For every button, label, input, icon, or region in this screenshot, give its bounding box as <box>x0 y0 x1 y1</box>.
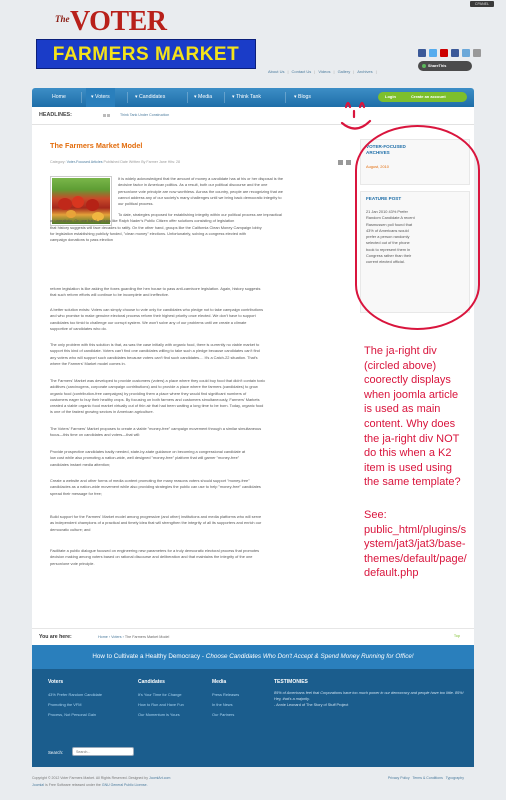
text-line: candidates too timid to challenge our corrupt system. We won't solve any of our problems until we create a climate <box>50 319 247 325</box>
text-line: our political process. <box>118 201 154 207</box>
breadcrumb-separator-icon: › <box>108 635 112 639</box>
text-line: for legislation establishing publicly funded, "clean money" elections. Unfortunately, solving a congress elected with <box>50 230 247 236</box>
top-link-archives[interactable]: Archives <box>357 69 373 74</box>
article-paragraph-5 <box>50 342 370 367</box>
search-label: Search: <box>48 750 64 755</box>
text-line: It is widely acknowledged that the amount of money a candidate has at his or her disposal is the <box>118 176 284 181</box>
separator: | <box>314 69 316 74</box>
text-line: The Farmers' Market was developed to provide customers (voters) a place where they could buy food that didn't contain toxic <box>50 378 266 383</box>
testimony-author: - Annie Leonard of The Story of Stuff Project <box>274 703 349 707</box>
footer-media <box>212 679 239 720</box>
annotation-line: default.php <box>364 567 419 580</box>
article-paragraph-9 <box>50 478 370 497</box>
footer-link[interactable]: Process, Not Personal Gain <box>48 712 97 717</box>
nav-voters-label: Voters <box>95 94 110 100</box>
banner-text: How to Cultivate a Healthy Democracy - <box>92 653 206 660</box>
footer-testimonies <box>274 679 464 708</box>
joomlart-link[interactable]: JoomlArt.com <box>148 776 171 780</box>
sharethis-label: ShareThis <box>428 64 447 68</box>
footer-link[interactable]: Our Momentum is Yours <box>138 712 180 717</box>
social-icons <box>418 49 481 57</box>
annotation-line: (circled above) <box>364 359 437 372</box>
email-icon[interactable] <box>346 160 351 165</box>
print-icon[interactable] <box>338 160 343 165</box>
myspace-icon[interactable] <box>451 49 459 57</box>
article-paragraph-7 <box>50 426 370 439</box>
youtube-icon[interactable] <box>440 49 448 57</box>
text-line: Congress rather than their <box>366 253 412 259</box>
breadcrumb-bar <box>32 628 474 644</box>
text-line: Random Candidate A recent <box>366 215 415 221</box>
text-line: cannot address any of our society's many challenges until we bring back democratic integrity to <box>118 194 282 200</box>
nav-media[interactable]: ▾ Media <box>194 94 213 100</box>
text-line: democratic culture; and <box>50 526 91 532</box>
text-line: decisive factor in American politics. As a result, both our political discourse and the one <box>118 182 268 188</box>
breadcrumb-voters[interactable]: Voters <box>111 635 122 639</box>
privacy-link[interactable]: Privacy Policy <box>387 776 410 780</box>
annotation-line: item is used using <box>364 461 453 474</box>
article-paragraph-3 <box>50 286 370 299</box>
headlines-label: HEADLINES: <box>39 112 72 118</box>
top-link-about[interactable]: About Us <box>268 69 285 74</box>
text-line: is one of the fastest growing sectors in American agriculture. <box>50 409 154 415</box>
testimony-quote: 85% of Americans feel that Corporations have too much power in our democracy and people have too little. 85%! Hey, that's a majority. <box>274 691 464 701</box>
text-line: where the Farmers' Market model comes in. <box>50 360 126 366</box>
text-line: To date, strategies proposed for establishing integrity within our political process are impractical <box>118 212 282 217</box>
footer-link[interactable]: In the News <box>212 702 233 707</box>
footer-link[interactable]: 43% Prefer Random Candidate <box>48 692 103 697</box>
text-line: A better solution exists: Voters can simply choose to vote only for candidates who pledge not to take campaign contributions <box>50 307 264 312</box>
article-paragraph-10 <box>50 514 370 533</box>
article-paragraph-4 <box>50 307 370 332</box>
article-title[interactable]: The Farmers Market Model <box>50 141 143 150</box>
text-line: 43% of Americans would <box>366 227 409 233</box>
annotation-line: the ja-right div NOT <box>364 432 460 445</box>
feature-title: FEATURE POST <box>366 196 402 201</box>
annotation-line: The ja-right div <box>364 345 437 357</box>
text-line: selected out of the phone <box>366 240 410 246</box>
annotation-file-path <box>364 508 504 581</box>
nav-candidates-label: Candidates <box>139 94 166 100</box>
license-text: is Free Software released under the <box>44 783 102 787</box>
text-line: The only problem with this solution is that, as was the case initially with organic food, there is currently no viable market to <box>50 342 260 347</box>
top-link-videos[interactable]: Videos <box>318 69 331 74</box>
gnu-license-link[interactable]: GNU General Public License. <box>101 783 148 787</box>
archives-title-2: ARCHIVES <box>366 150 390 155</box>
copyright-line-1 <box>32 776 170 780</box>
text-line: and who promise to make genuine electoral process reform their highest priority once elected. We don't have to support <box>50 313 256 319</box>
annotation-line: do this when a K2 <box>364 447 452 460</box>
back-to-top-link[interactable]: Top <box>453 634 460 638</box>
article-tools <box>338 160 351 165</box>
footer-legal-links <box>388 776 464 780</box>
text-line: created a viable organic food market virtually out of thin air that had been waiting a long time to be born. Today, organic food <box>50 403 264 409</box>
footer-link[interactable]: Press Releases <box>212 692 240 697</box>
text-line: supportive of candidates who do. <box>50 325 107 331</box>
flickr-icon[interactable] <box>473 49 481 57</box>
nav-separator <box>224 92 225 103</box>
text-line: spread their message for free; <box>50 490 102 496</box>
meta-category-link[interactable]: Voter-Focused Articles <box>66 160 103 164</box>
nav-separator <box>187 92 188 103</box>
text-line: Build support for the Farmers' Market model among progressive (and other) institutions and media platforms who will serve <box>50 514 262 519</box>
login-button[interactable]: Login <box>385 94 396 99</box>
twitter-icon[interactable] <box>429 49 437 57</box>
meta-details: Published Date Written By Farmer Jane Hits: 28 <box>103 160 180 164</box>
text-line: person/one vote principle are now worthless. Across the country, people are recognizing that we <box>118 188 283 194</box>
text-line: low cost while also promoting a nation-wide, well designed "money-free" platform that will garner "money-free" <box>50 455 240 461</box>
text-line: that history suggests will face decades to ratify. On the other hand, groups like the California Clean Money Campaign lobby <box>50 224 262 230</box>
text-line: decision making among voters based on rational discourse and deliberation and that maintains the integrity of the one <box>50 554 253 560</box>
top-link-gallery[interactable]: Gallery <box>337 69 351 74</box>
login-group <box>378 92 467 102</box>
article-paragraph-8 <box>50 449 370 468</box>
breadcrumb-home[interactable]: Home <box>98 635 108 639</box>
separator: | <box>287 69 289 74</box>
logo-voter[interactable]: VOTER <box>70 6 167 37</box>
annotation-line: ystem/jat3/jat3/base- <box>364 538 466 551</box>
breadcrumb-separator-icon: › <box>122 635 125 639</box>
footer-link[interactable]: How to Run and Have Fun <box>138 702 184 707</box>
annotation-line: when joomla article <box>364 388 459 401</box>
footer-candidates <box>138 679 184 720</box>
text-line: person/one vote principle. <box>50 560 95 566</box>
text-line: any voters who will support such candidates because voters can't find such candidates.... It's a Catch-22 situation. That's <box>50 354 258 360</box>
annotation-line: is used as main <box>364 403 441 416</box>
archives-item[interactable]: August, 2010 <box>366 164 389 169</box>
text-line: The Voters' Farmers' Market proposes to create a viable "money-free" campaign movement through a similar simultaneous <box>50 426 262 431</box>
typography-link[interactable]: Typography <box>445 776 464 780</box>
meta-category-label: Category: <box>50 160 66 164</box>
headlines-bar <box>32 107 474 125</box>
text-line: campaign donations to pass election <box>50 237 113 243</box>
share-icon <box>422 64 426 68</box>
archives-title-1: VOTER-FOCUSED <box>366 144 406 149</box>
text-line: additives (carcinogens, corporate campaign contributions) and to provide a place where the farmers (candidates) to grow <box>50 384 258 390</box>
footer-link[interactable]: It's Your Time for Change <box>138 692 182 697</box>
footer-link[interactable]: Our Partners <box>212 712 235 717</box>
copyright-text: Copyright © 2012 Voter Farmers Market. All Rights Reserved. Designed by <box>32 776 149 780</box>
nav-home[interactable]: Home <box>52 94 66 100</box>
facebook-icon[interactable] <box>418 49 426 57</box>
text-line: prefer a person randomly <box>366 234 410 240</box>
text-line: organic food (contribution-free campaigns) by providing them a place where they would find significant numbers of <box>50 390 247 396</box>
annotation-line: themes/default/page/ <box>364 552 467 565</box>
text-line: candidacies as a nation-wide movement while also providing strategies the public can use to help "money-free" candidates <box>50 484 261 490</box>
annotation-circle <box>355 125 480 330</box>
annotation-line: the same template? <box>364 476 461 489</box>
text-line: reform legislation is like asking the foxes guarding the hen house to pass anti-carnivore legislation. Again, history suggests <box>50 286 261 291</box>
text-line: 21 Jan 2010 43% Prefer <box>366 209 408 214</box>
logo-farmers-market[interactable] <box>36 39 256 69</box>
top-links <box>268 69 377 74</box>
text-line: as independent champions of a practical and timely idea that will strengthen the integrity of all its supporters and enrich our <box>50 520 262 526</box>
prev-arrow-icon[interactable] <box>103 114 106 117</box>
annotation-line: public_html/plugins/s <box>364 523 467 536</box>
testimonies-title: TESTIMONIES <box>274 679 308 685</box>
logo-the: The <box>55 14 70 24</box>
headline-link[interactable]: Think Tank Under Construction <box>120 113 170 117</box>
separator: | <box>353 69 355 74</box>
text-line: Facilitate a public dialogue focused on engineering new parameters for a truly democratic electoral process that promotes <box>50 548 260 553</box>
sharethis-button[interactable] <box>418 61 472 71</box>
footer-voters <box>48 679 102 720</box>
next-arrow-icon[interactable] <box>107 114 110 117</box>
article-meta <box>50 160 180 164</box>
text-line: book to represent them in <box>366 246 411 252</box>
text-line: candidates instant media attention; <box>50 461 111 467</box>
separator: | <box>333 69 335 74</box>
annotation-line: See: <box>364 509 387 521</box>
nav-blogs[interactable]: ▾ Blogs <box>294 94 312 100</box>
copyright-bar <box>32 768 474 800</box>
separator: | <box>375 69 377 74</box>
text-line: Create a website and other forms of media content promoting the many reasons voters should support "money-free" <box>50 478 250 483</box>
text-line: support this kind of candidate. Voters can't find one candidates willing to take such a pledge because candidates can't find <box>50 348 260 354</box>
text-line: that such reform efforts will continue to be incomplete and ineffective. <box>50 292 170 298</box>
nav-think-tank-label: Think Tank <box>235 94 261 100</box>
nav-candidates[interactable]: ▾ Candidates <box>135 94 166 100</box>
text-line: current elected official. <box>366 259 405 265</box>
footer <box>32 645 474 767</box>
nav-media-label: Media <box>198 94 213 100</box>
article-paragraph-2 <box>50 212 358 243</box>
footer-voters-title: Voters <box>48 679 64 685</box>
nav-think-tank[interactable]: ▾ Think Tank <box>232 94 261 100</box>
footer-candidates-title: Candidates <box>138 679 165 685</box>
nav-separator <box>285 92 286 103</box>
create-account-button[interactable]: Create an account <box>411 94 446 99</box>
text-line: customers eager to buy their healthy crops. By focusing on both farmers and customers simultaneously, Farmers' Markets <box>50 396 260 402</box>
footer-link[interactable]: Promoting the VFM <box>48 702 82 707</box>
footer-banner <box>32 645 474 669</box>
joomla-link[interactable]: Joomla! <box>32 783 45 787</box>
article-paragraph-6 <box>50 378 370 416</box>
delicious-icon[interactable] <box>462 49 470 57</box>
text-line: focus—this time on candidates and voters—that will: <box>50 432 141 438</box>
text-line: or unrealistic. On one hand, groups like Ralph Nader's Public Citizen offer solutions consisting of legislation <box>50 218 235 224</box>
text-line: Provide prospective candidates badly needed, state-by-state guidance on becoming a congressional candidate at <box>50 449 246 454</box>
top-link-contact[interactable]: Contact Us <box>291 69 312 74</box>
article-paragraph-1 <box>118 176 358 207</box>
nav-blogs-label: Blogs <box>298 94 312 100</box>
article-paragraph-11 <box>50 548 370 567</box>
footer-media-title: Media <box>212 679 227 685</box>
banner-text-italic: Choose Candidates Who Don't Accept & Spend Money Running for Office! <box>205 653 414 660</box>
logo-box-text: FARMERS MARKET <box>52 44 240 65</box>
breadcrumb-current: The Farmers Market Model <box>124 635 170 639</box>
breadcrumb <box>98 635 169 639</box>
cpanel-button[interactable]: CPANEL <box>470 1 494 7</box>
nav-voters[interactable]: ▾ Voters <box>86 88 115 107</box>
annotation-line: content. Why does <box>364 417 456 430</box>
smiley-annotation-icon <box>336 95 376 139</box>
annotation-question <box>364 344 504 490</box>
breadcrumb-label: You are here: <box>39 634 72 640</box>
headline-arrows[interactable] <box>103 113 112 117</box>
search-input[interactable] <box>72 747 134 756</box>
nav-separator <box>81 92 82 103</box>
copyright-line-2 <box>32 783 148 787</box>
annotation-line: coorectly displays <box>364 374 451 387</box>
nav-separator <box>127 92 128 103</box>
terms-link[interactable]: Terms & Conditions <box>412 776 443 780</box>
text-line: Rasmussen poll found that <box>366 221 413 227</box>
